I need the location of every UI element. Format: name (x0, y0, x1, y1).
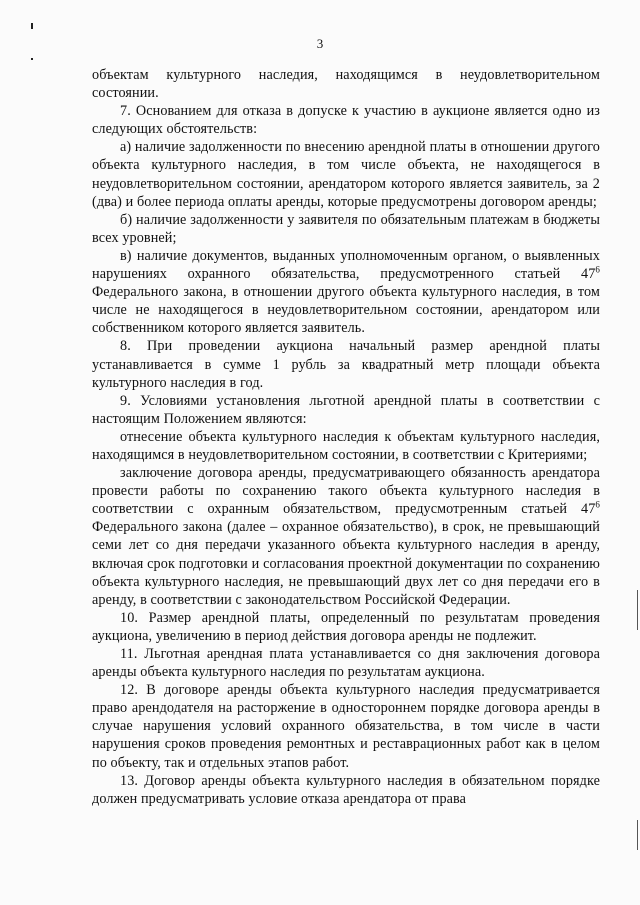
paragraph-text: Федерального закона (далее – охранное обязательство), в срок, не превышающий семи лет со дня передачи указанного объекта культурного наследия в аренду, включая срок подготовки и согласования проектной документации по сохранению объекта культурного наследия, не превышающий двух лет со дня передачи его в аренду, в соответствии с законодательством Российской Федерации. (92, 519, 600, 608)
page-number: 3 (316, 36, 324, 51)
paragraph-text: Федерального закона, в отношении другого объекта культурного наследия, в том числе не находящегося в неудовлетворительном состоянии, арендатором или собственником которого является заявитель. (92, 284, 600, 337)
superscript: 6 (595, 499, 600, 510)
document-body (92, 66, 600, 808)
scan-edge-mark (637, 590, 638, 630)
scan-mark (31, 23, 33, 29)
paragraph-item-10: 10. Размер арендной платы, определенный по результатам проведения аукциона, увеличению в период действия договора аренды не подлежит. (92, 609, 600, 644)
paragraph-item-7a: а) наличие задолженности по внесению арендной платы в отношении другого объекта культурного наследия, в том числе объекта, не находящегося в неудовлетворительном состоянии, арендатором которого является заявитель, за 2 (два) и более периода оплаты аренды, которые предусмотрены договором аренды; (92, 139, 600, 210)
paragraph-text: в) наличие документов, выданных уполномоченным органом, о выявленных нарушениях охранного обязательства, предусмотренного статьей 47 (92, 247, 600, 283)
paragraph-item-12: 12. В договоре аренды объекта культурного наследия предусматривается право арендодателя на расторжение в одностороннем порядке договора аренды в случае нарушения условий охранного обязательства, в том числе в части нарушения сроков проведения ремонтных и реставрационных работ как в целом по объекту, так и отдельных этапов работ. (92, 682, 600, 771)
paragraph-text: заключение договора аренды, предусматривающего обязанность арендатора провести работы по сохранению такого объекта культурного наследия в соответствии с охранным обязательством, предусмотренным статьей 47 (92, 465, 600, 518)
paragraph-item-9: 9. Условиями установления льготной арендной платы в соответствии с настоящим Положением являются: (92, 392, 600, 427)
paragraph-condition-1: отнесение объекта культурного наследия к объектам культурного наследия, находящимся в неудовлетворительном состоянии, в соответствии с Критериями; (92, 428, 600, 463)
paragraph-condition-2 (92, 464, 600, 609)
paragraph-continuation: объектам культурного наследия, находящимся в неудовлетворительном состоянии. (92, 67, 600, 102)
paragraph-item-7b: б) наличие задолженности у заявителя по обязательным платежам в бюджеты всех уровней; (92, 211, 600, 246)
paragraph-item-7v (92, 247, 600, 337)
superscript: 6 (595, 264, 600, 275)
scan-edge-mark (637, 820, 638, 850)
scan-mark (31, 58, 33, 60)
paragraph-item-11: 11. Льготная арендная плата устанавливается со дня заключения договора аренды объекта культурного наследия по результатам аукциона. (92, 646, 600, 681)
paragraph-item-7: 7. Основанием для отказа в допуске к участию в аукционе является одно из следующих обстоятельств: (92, 103, 600, 138)
paragraph-item-8: 8. При проведении аукциона начальный размер арендной платы устанавливается в сумме 1 рубль за квадратный метр площади объекта культурного наследия в год. (92, 338, 600, 391)
paragraph-item-13: 13. Договор аренды объекта культурного наследия в обязательном порядке должен предусматривать условие отказа арендатора от права (92, 772, 600, 807)
